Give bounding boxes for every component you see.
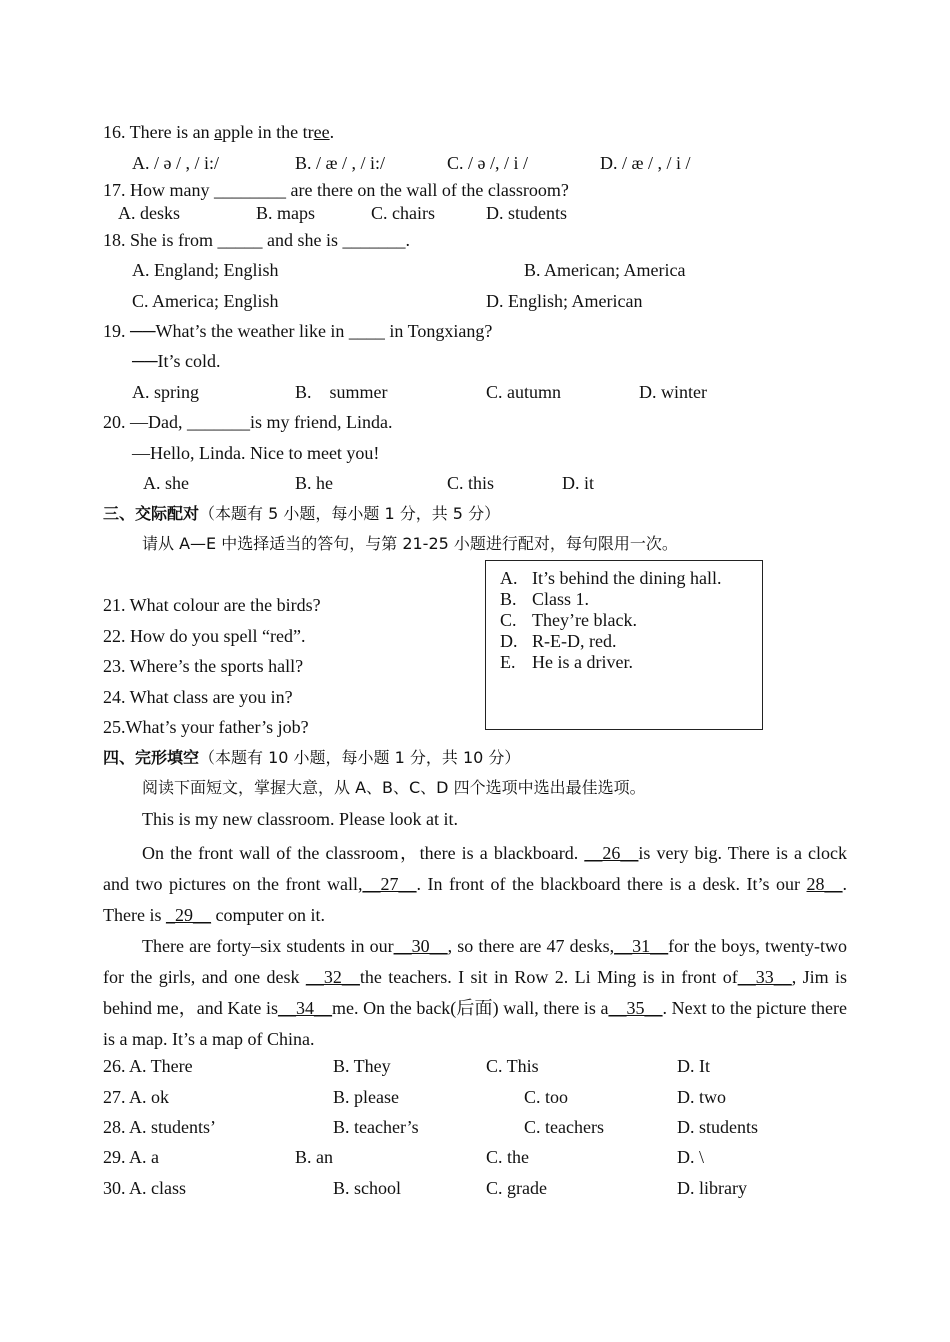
q29-option-c: C. the <box>486 1147 529 1167</box>
q29-option-b: B. an <box>295 1147 333 1167</box>
q27-option-b: B. please <box>333 1087 399 1107</box>
q30-option-b: B. school <box>333 1178 402 1198</box>
answer-c-text: They’re black. <box>532 610 637 630</box>
answer-a-text: It’s behind the dining hall. <box>532 568 722 588</box>
q17-option-d: D. students <box>486 203 567 223</box>
q26-option-c: C. This <box>486 1056 539 1076</box>
question-17: 17. How many ________ are there on the wall of the classroom? <box>103 180 569 200</box>
answer-e-letter: E. <box>500 652 516 672</box>
q19-option-b: B. summer <box>295 382 388 402</box>
q28-option-a: 28. A. students’ <box>103 1117 217 1137</box>
q30-option-c: C. grade <box>486 1178 547 1198</box>
q18-option-c: C. America; English <box>132 291 279 311</box>
q22: 22. How do you spell “red”. <box>103 626 306 646</box>
q30-option-a: 30. A. class <box>103 1178 186 1198</box>
question-18: 18. She is from _____ and she is _______. <box>103 230 410 250</box>
q20-reply: —Hello, Linda. Nice to meet you! <box>132 443 380 463</box>
q27-option-d: D. two <box>677 1087 726 1107</box>
answer-b-letter: B. <box>500 589 517 609</box>
q27-option-a: 27. A. ok <box>103 1087 170 1107</box>
q20-option-b: B. he <box>295 473 333 493</box>
q28-option-d: D. students <box>677 1117 758 1137</box>
answer-b-text: Class 1. <box>532 589 590 609</box>
section-3-heading: 三、交际配对（本题有 5 小题，每小题 1 分，共 5 分） <box>103 504 501 523</box>
passage-paragraph-3: There are forty–six students in our__30__, so there are 47 desks,__31__for the boys, twenty-two for the girls, and one desk __32__the teachers. I sit in Row 2. Li Ming is in front of__33__, Jim is behind me，and Kate is__34__me. On the back(后面) wall, there is a__35__. Next to the picture there is a map. It’s a map of China. <box>103 936 848 1049</box>
q17-option-b: B. maps <box>256 203 316 223</box>
q21: 21. What colour are the birds? <box>103 595 321 615</box>
q25: 25.What’s your father’s job? <box>103 717 309 737</box>
q27-option-c: C. too <box>524 1087 569 1107</box>
section-3-instruction: 请从 A—E 中选择适当的答句，与第 21-25 小题进行配对，每句限用一次。 <box>142 534 678 553</box>
answer-d-text: R-E-D, red. <box>532 631 617 651</box>
answer-e-text: He is a driver. <box>532 652 633 672</box>
q16-option-d: D. / æ / , / i / <box>600 153 691 173</box>
q30-option-d: D. library <box>677 1178 747 1198</box>
q19-option-c: C. autumn <box>486 382 561 402</box>
q26-option-a: 26. A. There <box>103 1056 193 1076</box>
answer-a-letter: A. <box>500 568 518 588</box>
q18-option-a: A. England; English <box>132 260 279 280</box>
answer-choices-box <box>485 560 763 730</box>
q18-option-b: B. American; America <box>524 260 686 280</box>
q17-option-c: C. chairs <box>371 203 435 223</box>
q23: 23. Where’s the sports hall? <box>103 656 304 676</box>
q28-option-b: B. teacher’s <box>333 1117 419 1137</box>
q19-reply: ──It’s cold. <box>132 351 221 371</box>
q29-option-a: 29. A. a <box>103 1147 159 1167</box>
q20-option-a: A. she <box>143 473 189 493</box>
question-20: 20. —Dad, _______is my friend, Linda. <box>103 412 393 432</box>
q16-option-a: A. / ə / , / i:/ <box>132 153 219 173</box>
q26-option-b: B. They <box>333 1056 391 1076</box>
section-4-heading: 四、完形填空（本题有 10 小题，每小题 1 分，共 10 分） <box>103 748 521 767</box>
question-19: 19. ──What’s the weather like in ____ in Tongxiang? <box>103 321 493 341</box>
q20-option-c: C. this <box>447 473 495 493</box>
q20-option-d: D. it <box>562 473 595 493</box>
q16-option-c: C. / ə /, / i / <box>447 153 528 173</box>
q29-option-d: D. \ <box>677 1147 704 1167</box>
answer-d-letter: D. <box>500 631 518 651</box>
question-16: 16. There is an apple in the tree. <box>103 122 335 142</box>
passage-paragraph-2: On the front wall of the classroom，there is a blackboard. __26__is very big. There is a clock and two pictures on the front wall,__27__. In front of the blackboard there is a desk. It’s our 28__. There is _29__ computer on it. <box>103 843 848 925</box>
q18-option-d: D. English; American <box>486 291 643 311</box>
answer-c-letter: C. <box>500 610 517 630</box>
q24: 24. What class are you in? <box>103 687 293 707</box>
q26-option-d: D. It <box>677 1056 710 1076</box>
q17-option-a: A. desks <box>118 203 180 223</box>
q16-option-b: B. / æ / , / i:/ <box>295 153 386 173</box>
passage-paragraph-1: This is my new classroom. Please look at it. <box>142 809 458 829</box>
q28-option-c: C. teachers <box>524 1117 604 1137</box>
q19-option-a: A. spring <box>132 382 199 402</box>
section-4-instruction: 阅读下面短文，掌握大意，从 A、B、C、D 四个选项中选出最佳选项。 <box>142 778 646 797</box>
q19-option-d: D. winter <box>639 382 707 402</box>
